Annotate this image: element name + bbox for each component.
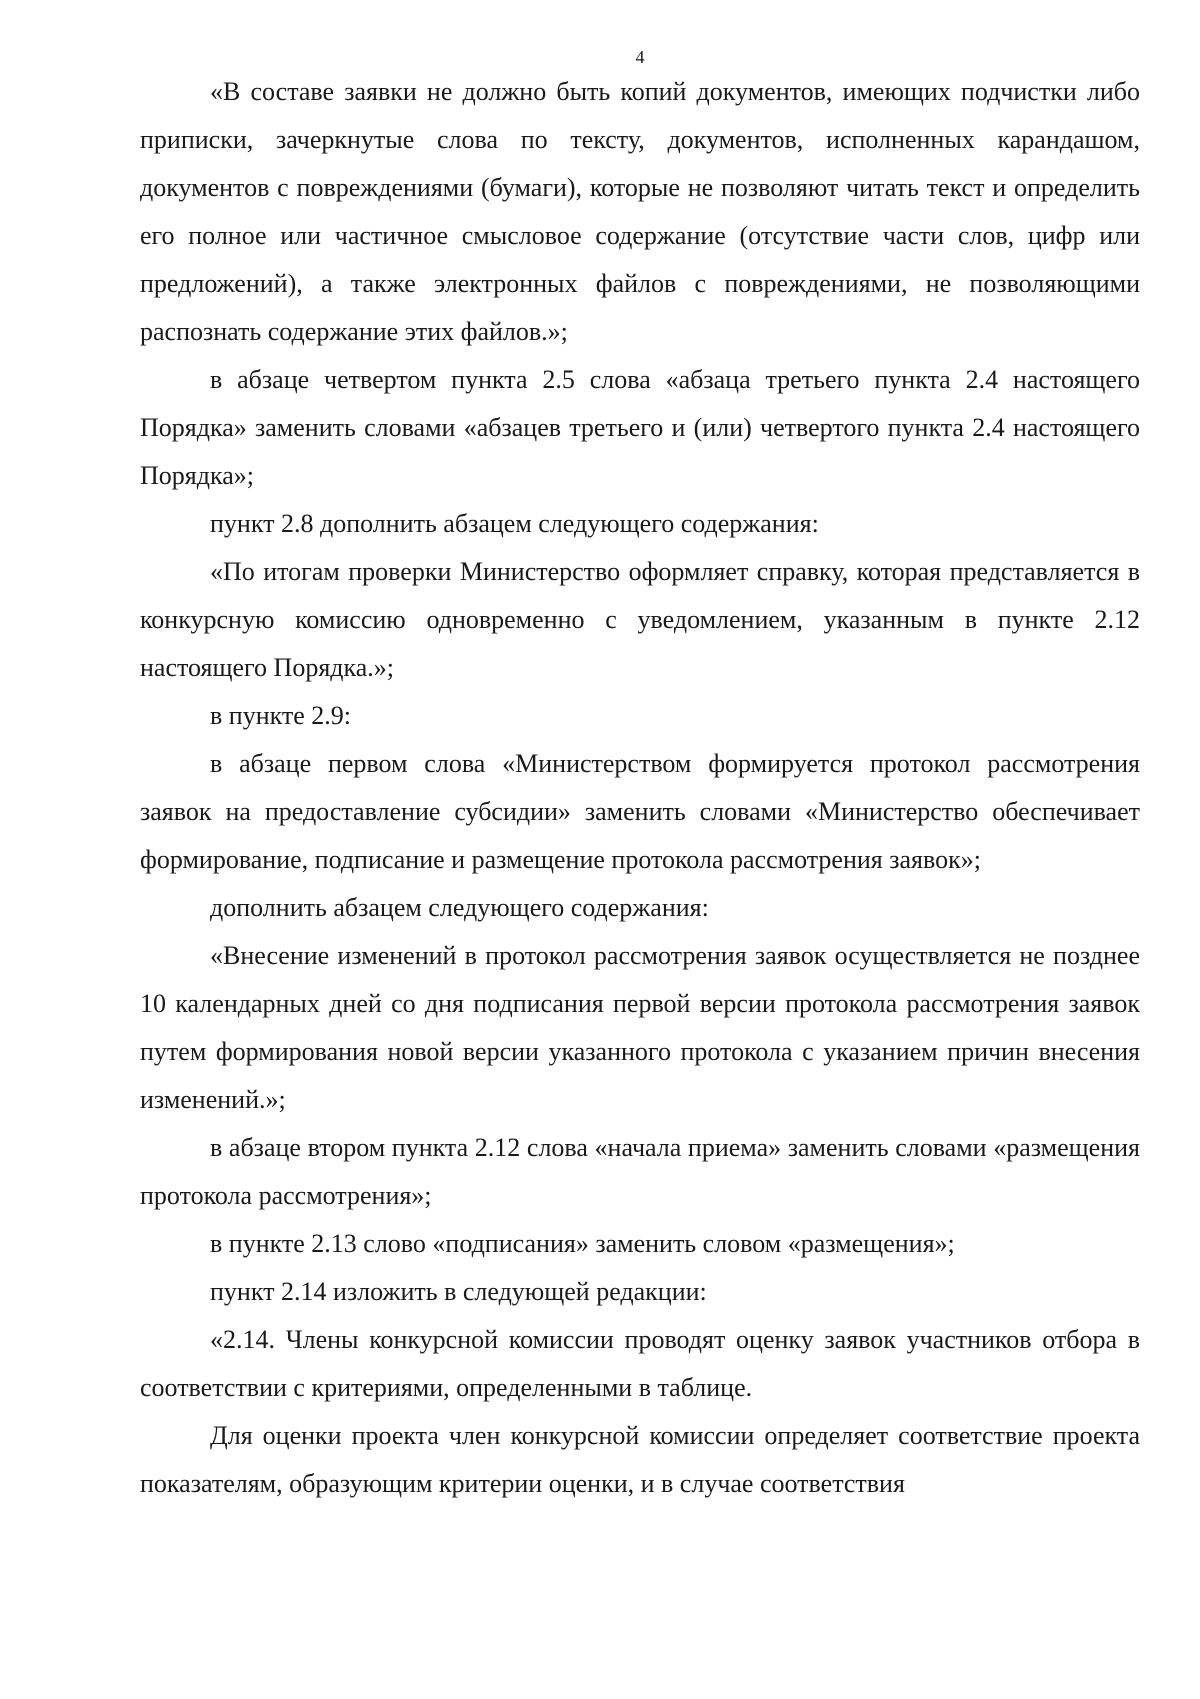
paragraph-amend-2-5: в абзаце четвертом пункта 2.5 слова «абзаца третьего пункта 2.4 настоящего Порядка» заменить словами «абзацев третьего и (или) четвертого пункта 2.4 настоящего Порядка»; [140, 365, 1140, 490]
paragraph-amend-2-12: в абзаце втором пункта 2.12 слова «начала приема» заменить словами «размещения протокола рассмотрения»; [140, 1133, 1140, 1210]
paragraph-project-evaluation: Для оценки проекта член конкурсной комиссии определяет соответствие проекта показателям, образующим критерии оценки, и в случае соответствия [140, 1421, 1140, 1498]
paragraph-protocol-wording: в абзаце первом слова «Министерством формируется протокол рассмотрения заявок на предоставление субсидии» заменить словами «Министерство обеспечивает формирование, подписание и размещение протокола рассмотрения заявок»; [140, 749, 1140, 874]
paragraph-amend-2-8: пункт 2.8 дополнить абзацем следующего содержания: [210, 509, 819, 538]
paragraph-amend-2-9: в пункте 2.9: [210, 701, 352, 730]
paragraph-amend-2-13: в пункте 2.13 слово «подписания» заменить словом «размещения»; [210, 1229, 955, 1258]
paragraph-add-abzac: дополнить абзацем следующего содержания: [210, 893, 709, 922]
paragraph-2-14-text: «2.14. Члены конкурсной комиссии проводят оценку заявок участников отбора в соответствии с критериями, определенными в таблице. [140, 1325, 1140, 1402]
paragraph-application-requirements: «В составе заявки не должно быть копий документов, имеющих подчистки либо приписки, зачеркнутые слова по тексту, документов, исполненных карандашом, документов с повреждениями (бумаги), которые не позволяют читать текст и определить его полное или частичное смысловое содержание (отсутствие части слов, цифр или предложений), а также электронных файлов с повреждениями, не позволяющими распознать содержание этих файлов.»; [140, 77, 1140, 346]
page-number: 4 [635, 47, 645, 67]
paragraph-inspection-report: «По итогам проверки Министерство оформляет справку, которая представляется в конкурсную комиссию одновременно с уведомлением, указанным в пункте 2.12 настоящего Порядка.»; [140, 557, 1140, 682]
document-body [140, 68, 1140, 1508]
paragraph-amend-2-14: пункт 2.14 изложить в следующей редакции: [210, 1277, 707, 1306]
paragraph-protocol-changes: «Внесение изменений в протокол рассмотрения заявок осуществляется не позднее 10 календарных дней со дня подписания первой версии протокола рассмотрения заявок путем формирования новой версии указанного протокола с указанием причин внесения изменений.»; [140, 941, 1140, 1114]
